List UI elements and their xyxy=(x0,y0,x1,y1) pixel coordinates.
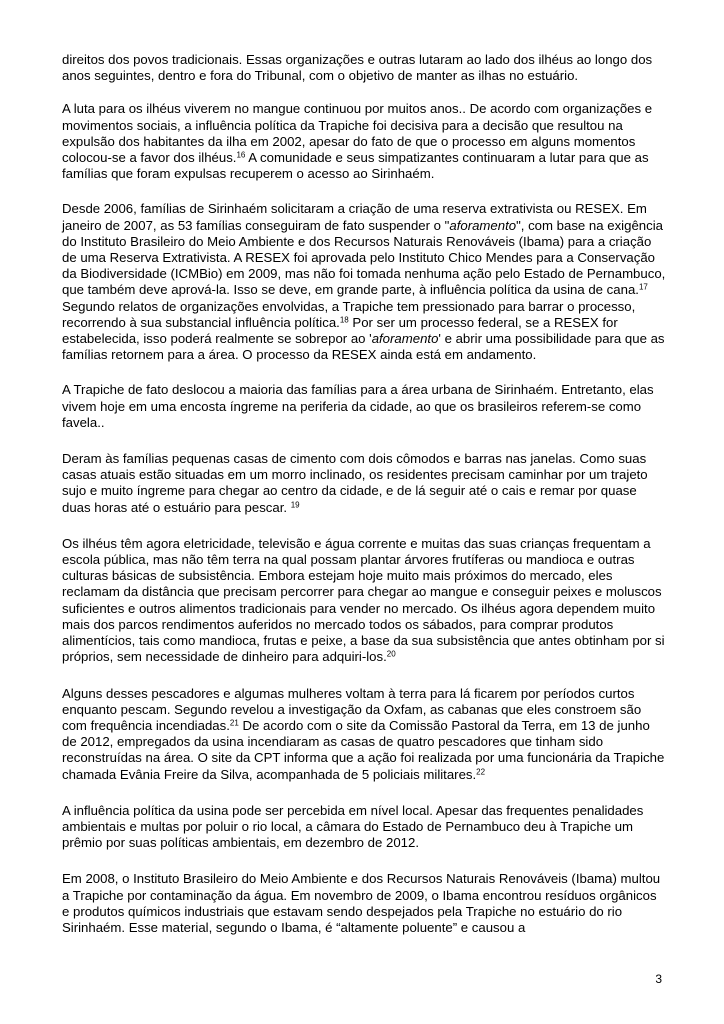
paragraph: Em 2008, o Instituto Brasileiro do Meio Ambiente e dos Recursos Naturais Renováveis (Ibama) multou a Trapiche por contaminação da água. Em novembro de 2009, o Ibama encontrou resíduos orgânicos e produtos químicos industriais que estavam sendo despejados pela Trapiche no estuário do rio Sirinhaém. Esse material, segundo o Ibama, é “altamente poluente” e causou a xyxy=(62,871,661,935)
footnote-ref[interactable]: 22 xyxy=(476,767,486,777)
paragraph: A Trapiche de fato deslocou a maioria das famílias para a área urbana de Sirinhaém. Entretanto, elas vivem hoje em uma encosta íngreme na periferia da cidade, ao que os brasileiros referem-se como favela.. xyxy=(62,382,654,430)
italic-term: aforamento xyxy=(371,331,439,347)
paragraph: A influência política da usina pode ser percebida em nível local. Apesar das frequentes penalidades ambientais e multas por poluir o rio local, a câmara do Estado de Pernambuco deu à Trapiche um prêmio por suas políticas ambientais, em dezembro de 2012. xyxy=(62,802,644,851)
footnote-ref[interactable]: 19 xyxy=(290,500,300,510)
footnote-ref[interactable]: 17 xyxy=(638,283,648,293)
paragraph-text: Os ilhéus têm agora eletricidade, televisão e água corrente e muitas das suas crianças frequentam a escola pública, mas não têm terra na qual possam plantar árvores frutíferas ou mandioca e outras culturas básicas de subsistência. Embora estejam hoje muito mais próximos do mercado, eles reclamam da distância que precisam percorrer para chegar ao mangue e conseguir peixes e moluscos suficientes e outros alimentos tradicionais para vender no mercado. Os ilhéus agora dependem muito mais dos parcos rendimentos auferidos no mercado todos os sábados, para comprar produtos alimentícios, tais como mandioca, frutas e peixe, a base da sua subsistência que antes obtinham por si próprios, sem necessidade de dinheiro para adquiri-los. xyxy=(62,535,665,665)
paragraph-text: ' e abrir uma possibilidade para que as famílias retornem para a área. O processo da RESEX ainda está em andamento. xyxy=(62,331,665,363)
paragraph: direitos dos povos tradicionais. Essas organizações e outras lutaram ao lado dos ilhéus ao longo dos anos seguintes, dentro e fora do Tribunal, com o objetivo de manter as ilhas no estuário. xyxy=(62,52,653,84)
body-text xyxy=(62,52,666,936)
paragraph-text: ", com base na exigência do Instituto Brasileiro do Meio Ambiente e dos Recursos Naturais Renováveis (Ibama) para a criação de uma Reserva Extrativista. A RESEX foi aprovada pelo Instituto Chico Mendes para a Conservação da Biodiversidade (ICMBio) em 2009, mas não foi tomada nenhuma ação pelo Estado de Pernambuco, que também deve aprová-la. Isso se deve, em grande parte, à influência política da usina de cana. xyxy=(62,217,666,298)
footnote-ref[interactable]: 21 xyxy=(229,718,239,728)
paragraph xyxy=(62,536,666,666)
paragraph-text: Alguns desses pescadores e algumas mulheres voltam à terra para lá ficarem por períodos curtos enquanto pescam. Segundo revelou a investigação da Oxfam, as cabanas que eles constroem são com frequência incendiadas. xyxy=(62,685,642,733)
paragraph-text: Segundo relatos de organizações envolvidas, a Trapiche tem pressionado para barrar o processo, recorrendo à sua substancial influência política. xyxy=(62,298,636,330)
footnote-ref[interactable]: 20 xyxy=(386,649,396,659)
paragraph-text: Deram às famílias pequenas casas de cimento com dois cômodos e barras nas janelas. Como suas casas atuais estão situadas em um morro inclinado, os residentes precisam caminhar por um trajeto sujo e muito íngreme para chegar ao centro da cidade, e de lá seguir até o cais e remar por quase duas horas até o estuário para pescar. xyxy=(62,451,648,515)
italic-term: aforamento xyxy=(449,217,517,233)
paragraph xyxy=(62,451,666,516)
paragraph-text: Por ser um processo federal, se a RESEX for estabelecida, isso poderá realmente se sobrepor ao ' xyxy=(62,314,618,347)
footnote-ref[interactable]: 16 xyxy=(236,150,246,160)
paragraph-text: Desde 2006, famílias de Sirinhaém solicitaram a criação de uma reserva extrativista ou RESEX. Em janeiro de 2007, as 53 famílias conseguiram de fato suspender o " xyxy=(62,201,647,233)
paragraph-text: A luta para os ilhéus viverem no mangue continuou por muitos anos.. De acordo com organizações e movimentos sociais, a influência política da Trapiche foi decisiva para a decisão que resultou na expulsão dos habitantes da ilha em 2002, apesar do fato de que o processo em alguns momentos colocou-se a favor dos ilhéus. xyxy=(62,101,653,166)
footnote-ref[interactable]: 18 xyxy=(339,315,349,325)
page-number: 3 xyxy=(655,972,662,986)
paragraph-text: De acordo com o site da Comissão Pastoral da Terra, em 13 de junho de 2012, empregados da usina incendiaram as casas de quatro pescadores que tinham sido reconstruídas na área. O site da CPT informa que a ação foi realizada por uma funcionária da Trapiche chamada Evânia Freire da Silva, acompanhada de 5 policiais militares. xyxy=(62,717,665,782)
paragraph xyxy=(62,101,666,182)
paragraph-text: A comunidade e seus simpatizantes continuaram a lutar para que as famílias que foram expulsas recuperem o acesso ao Sirinhaém. xyxy=(62,150,649,182)
paragraph xyxy=(62,686,666,783)
paragraph xyxy=(62,201,666,363)
